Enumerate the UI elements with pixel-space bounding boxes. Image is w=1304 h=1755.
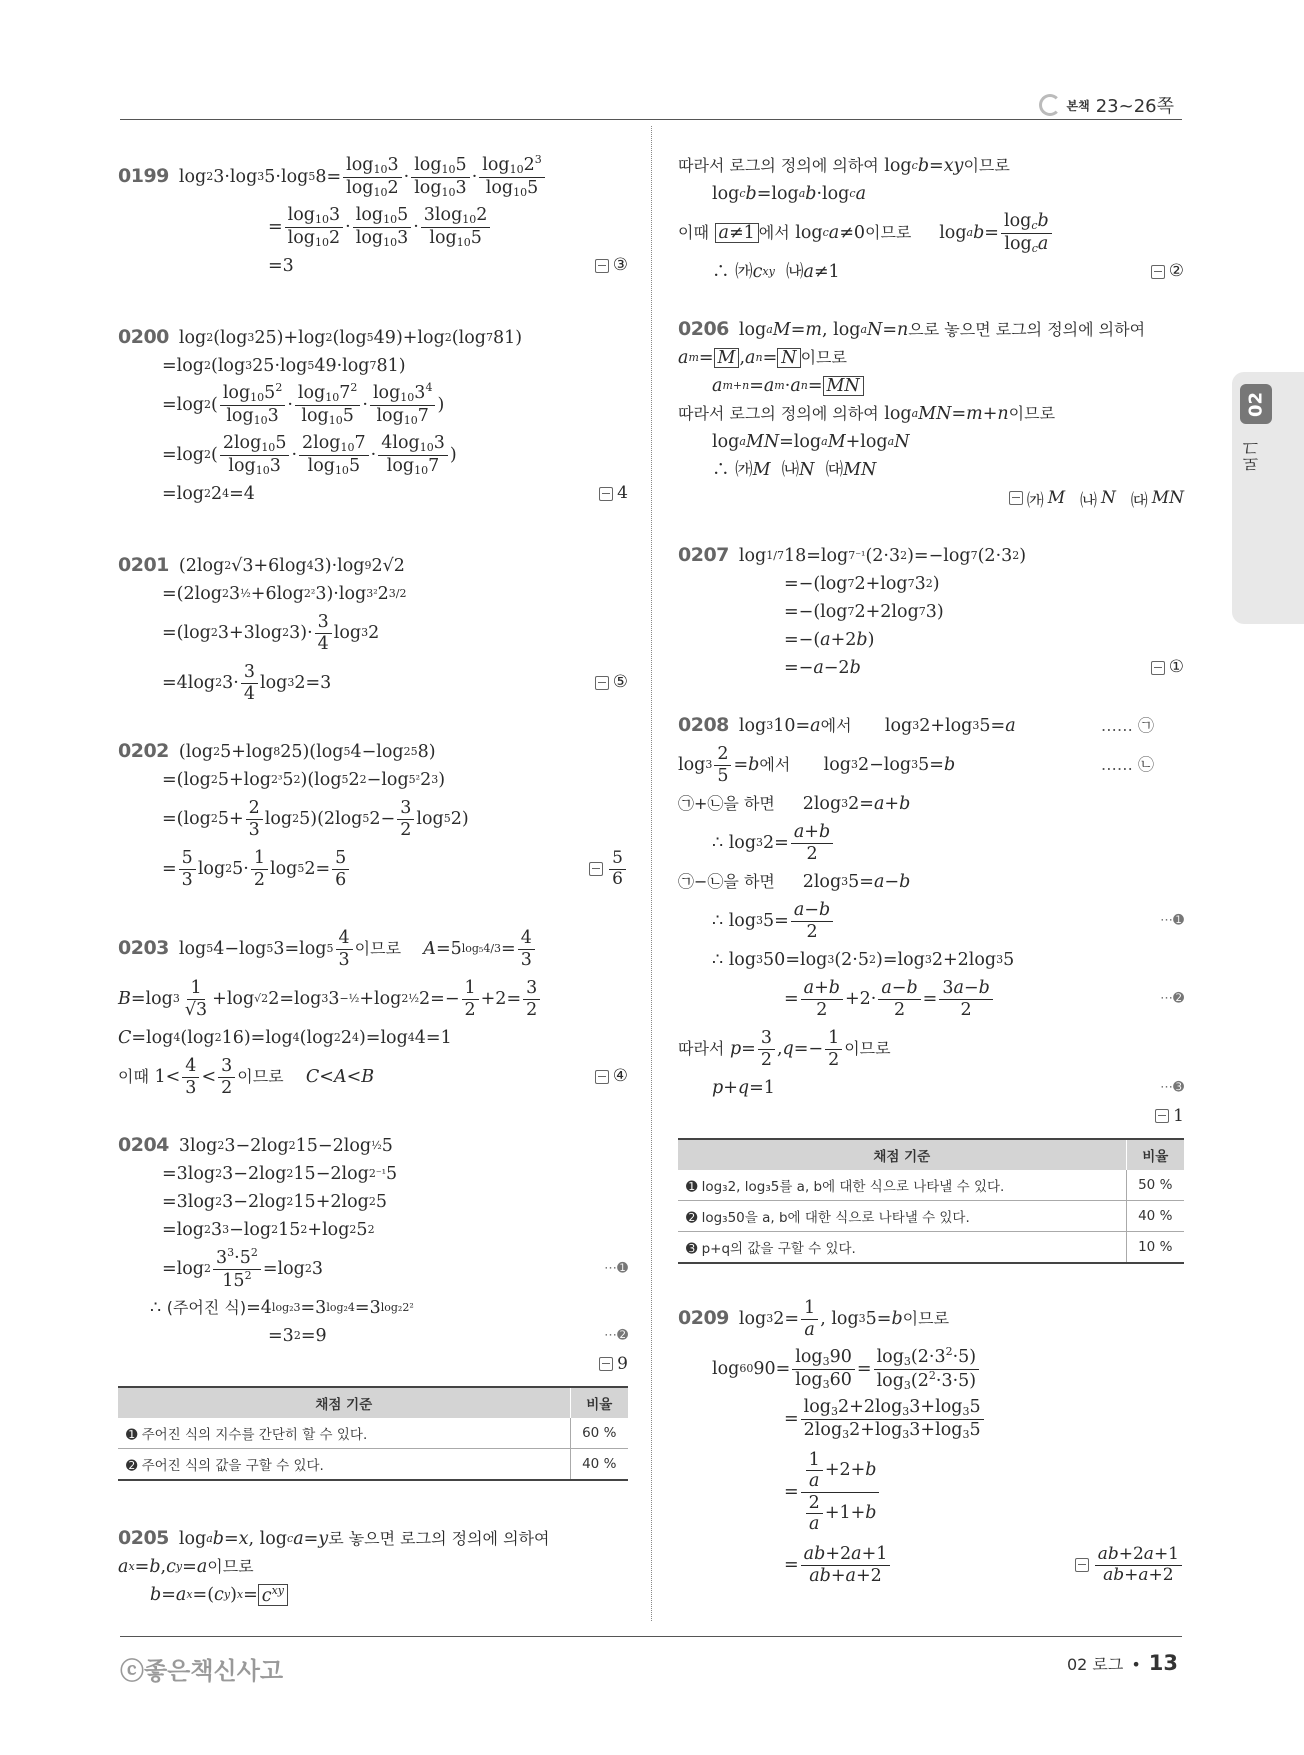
problem-0201: 0201 (2log 2 √3+6log 4 3)·log 9 2√2 =(2log 2 3 ½ +6log 2² 3)·log 3² 2 3/2 =(log 2 3+3log 2 3)· $\frac{3}{4}$ log 3 2 =4log 2 3· $\frac{3}{4}$ log 3 2=3 ⑤ [118, 554, 628, 704]
text-connector: 이므로 [237, 1066, 284, 1086]
table-header: 비율 [1126, 1139, 1184, 1170]
text-connector: ㉠+㉡을 하면 [678, 793, 775, 813]
answer: 4 [617, 483, 628, 504]
text-connector: 이므로 [963, 155, 1010, 175]
text-connector: 이므로 [207, 1556, 254, 1576]
problem-number: 0208 [678, 714, 729, 737]
scoring-table-0204 [118, 1386, 628, 1481]
problem-0204: 0204 3log 2 3−2log 2 15−2log ½ 5 =3log 2 3−2log 2 15−2log 2⁻¹ 5 =3log 2 3−2log 2 15+2log 2 5 =log 2 3 3 −log 2 15 2 +log 2 5 2 =log 2 $\frac{3^3\cdot 5^2}{15^2}$ =log 2 3 ⋯➊ ∴ (주어진 식) =4 log₂3 =3 log₂4 =3 log₂2² =3 2 =9 ⋯➋ 9 채점 기준 비율 ➊ 주어진 식의 지수를 간단히 할 수 있다. 60 % ➋ 주어진 식의 값을 구할 수 있다. 40 % [118, 1132, 628, 1481]
table-cell: 60 % [570, 1418, 628, 1449]
table-cell: 50 % [1126, 1170, 1184, 1201]
problem-number: 0203 [118, 937, 169, 960]
problem-0203: 0203 log 5 4−log 5 3=log 5 $\frac{4}{3}$ 이므로 A =5 log₅4/3 = $\frac{4}{3}$ B =log 3 $\frac{1}{√3}$ +log √2 2=log 3 3 −½ +log 2½ 2=− $\frac{1}{2}$ +2= $\frac{3}{2}$ C =log 4 (log 2 16)=log 4 (log 2 2 4 )=log 4 4=1 이때 1< $\frac{4}{3}$ < $\frac{3}{2}$ 이므로 C < A < B ④ [118, 928, 628, 1098]
table-cell: ➊ log₃2, log₃5를 a, b에 대한 식으로 나타낼 수 있다. [678, 1170, 1126, 1201]
problem-0206: 0206 log a M = m , log a N = n 으로 놓으면 로그의 정의에 의하여 a m = M , a n = N 이므로 a m+n = a m · a n = MN 따라서 로그의 정의에 의하여 log a MN = m + n 이므로 log a MN =log a M +log a N ∴ ㈎ M ㈏ N ㈐ MN ㈎ M ㈏ N ㈐ MN [678, 318, 1184, 511]
problem-number: 0200 [118, 326, 169, 349]
text-connector: 따라서 로그의 정의에 의하여 [678, 403, 879, 423]
answer-icon [599, 487, 613, 501]
table-row [678, 1170, 1184, 1201]
text-connector: 이때 [678, 222, 709, 242]
text-connector: 이므로 [902, 1308, 950, 1328]
arrow-icon [1039, 94, 1061, 116]
answer-icon [1009, 491, 1023, 505]
text-connector: 으로 놓으면 로그의 정의에 의하여 [908, 319, 1146, 339]
text-connector: 에서 [758, 222, 790, 242]
text-connector: 이므로 [354, 938, 402, 958]
answer: ① [1168, 657, 1184, 678]
answer: 9 [617, 1354, 628, 1374]
step-marker: ⋯➊ [1160, 913, 1184, 929]
text-connector: ㉠−㉡을 하면 [678, 871, 775, 891]
problem-0207: 0207 log 1/7 18=log 7⁻¹ (2·3 2 )=−log 7 (2·3 2 ) =−(log 7 2+log 7 3 2 ) =−(log 7 2+2log 7 3) =−( a +2 b ) =− a −2 b ① [678, 544, 1184, 678]
page-reference [1039, 92, 1174, 118]
table-cell: 40 % [570, 1449, 628, 1481]
problem-0205: 0205 log a b = x , log c a = y 로 놓으면 로그의 정의에 의하여 a x = b , c y = a 이므로 b = a x =( c y ) x = $c^{xy}$ [118, 1527, 550, 1606]
answer-icon [1151, 265, 1165, 279]
text-connector: 이므로 [1008, 403, 1056, 423]
answer: ③ [612, 255, 628, 276]
problem-0208: 0208 log 3 10= a 에서 log 3 2+log 3 5= a …… ㉠ log 3 $\frac{2}{5}$ = b 에서 log 3 2−log 3 5= b …… ㉡ ㉠+㉡을 하면 2log 3 2= a + b ∴ log 3 2= $\frac{a+b}{2}$ ㉠−㉡을 하면 2log 3 5= a − b ∴ log 3 5= $\frac{a-b}{2}$ ⋯➊ ∴ log 3 50=log 3 (2·5 2 )=log 3 2+2log 3 5 = $\frac{a+b}{2}$ +2· $\frac{a-b}{2}$ = $\frac{3a-b}{2}$ ⋯➋ 따라서 p = $\frac{3}{2}$ , q =− $\frac{1}{2}$ 이므로 p + q =1 ⋯➌ 1 채점 기준 비율 ➊ log₃2, log₃5를 a, b에 대한 식으로 나타낼 수 있다. 50 % ➋ log₃50을 a, b에 대한 식으로 나타낼 수 있다. 40 % ➌ p+q의 값을 구할 수 있다. 10 % [678, 712, 1184, 1264]
step-marker: ⋯➋ [604, 1328, 628, 1344]
answer-icon [595, 1070, 609, 1084]
answer-icon [589, 862, 603, 876]
answer: ⑤ [612, 672, 628, 693]
text-connector: (주어진 식) [166, 1297, 247, 1317]
table-cell: ➋ 주어진 식의 값을 구할 수 있다. [118, 1449, 570, 1481]
table-row [678, 1201, 1184, 1232]
equation-mark: …… ㉡ [1100, 754, 1154, 774]
problem-number: 0209 [678, 1307, 729, 1330]
problem-number: 0205 [118, 1527, 169, 1550]
publisher-logo: ⓒ좋은책신사고 [120, 1657, 284, 1685]
problem-0202: 0202 (log 2 5+log 8 25)(log 5 4−log 25 8) =(log 2 5+log 2³ 5 2 )(log 5 2 2 −log 5² 2 3 ) =(log 2 5+ $\frac{2}{3}$ log 2 5)(2log 5 2− $\frac{3}{2}$ log 5 2) = $\frac{5}{3}$ log 2 5· $\frac{1}{2}$ log 5 2= $\frac{5}{6}$ $\frac{5}{6}$ [118, 738, 628, 894]
problem-0199: 0199 log 2 3·log 3 5·log 5 8= $\frac{\log_{10}3}{\log_{10}2}$ · $\frac{\log_{10}5}{\log_{10}3}$ · $\frac{\log_{10}2^3}{\log_{10}5}$ = $\frac{\log_{10}3}{\log_{10}2}$ · $\frac{\log_{10}5}{\log_{10}3}$ · $\frac{3\log_{10}2}{\log_{10}5}$ =3 ③ [118, 153, 628, 276]
table-header: 채점 기준 [678, 1139, 1126, 1170]
answer: ② [1168, 261, 1184, 282]
text-connector: 에서 [759, 754, 791, 774]
right-column [678, 152, 1184, 1590]
answer-icon [1155, 1109, 1169, 1123]
table-row [678, 1232, 1184, 1264]
answer-icon [1151, 661, 1165, 675]
problem-0205-cont: 따라서 로그의 정의에 의하여 log c b = xy 이므로 log c b =log a b ·log c a 이때 a≠1 에서 log c a ≠0 이므로 log a b = $\frac{\log_cb}{\log_ca}$ ∴ ㈎ c xy ㈏ a ≠1 ② [678, 155, 1184, 282]
table-header: 비율 [570, 1387, 628, 1418]
text-connector: 이므로 [865, 222, 912, 242]
chapter-tab-title: 로그 [1242, 440, 1261, 472]
page-header [120, 88, 1182, 120]
table-cell: 40 % [1126, 1201, 1184, 1232]
scoring-table-0208 [678, 1138, 1184, 1264]
column-divider [651, 126, 652, 1621]
table-row [118, 1449, 628, 1481]
problem-number: 0207 [678, 544, 729, 567]
problem-0200: 0200 log 2 (log 3 25)+log 2 (log 5 49)+log 2 (log 7 81) =log 2 (log 3 25·log 5 49·log 7 81) =log 2 ( $\frac{\log_{10}5^2}{\log_{10}3}$ · $\frac{\log_{10}7^2}{\log_{10}5}$ · $\frac{\log_{10}3^4}{\log_{10}7}$ ) =log 2 ( $\frac{2\log_{10}5}{\log_{10}3}$ · $\frac{2\log_{10}7}{\log_{10}5}$ · $\frac{4\log_{10}3}{\log_{10}7}$ ) =log 2 2 4 =4 4 [118, 326, 628, 504]
answer-icon [595, 259, 609, 273]
book-label: 본책 [1066, 98, 1090, 113]
problem-number: 0206 [678, 318, 729, 341]
text-connector: 이때 [118, 1066, 149, 1086]
answer-icon [595, 676, 609, 690]
bullet: • [1131, 1655, 1141, 1674]
table-header: 채점 기준 [118, 1387, 570, 1418]
step-marker: ⋯➊ [604, 1261, 628, 1277]
text-connector: 에서 [820, 715, 852, 735]
page-footer [120, 1636, 1182, 1686]
problem-number: 0201 [118, 554, 169, 577]
table-cell: ➌ p+q의 값을 구할 수 있다. [678, 1232, 1126, 1264]
page-number: 13 [1148, 1651, 1178, 1675]
text-connector: 따라서 [678, 1038, 725, 1058]
equation-mark: …… ㉠ [1100, 715, 1154, 735]
answer: 1 [1173, 1106, 1184, 1126]
text-connector: 이므로 [844, 1038, 891, 1058]
problem-number: 0202 [118, 740, 169, 763]
step-marker: ⋯➌ [1160, 1080, 1184, 1096]
table-row [118, 1418, 628, 1449]
problem-number: 0204 [118, 1134, 169, 1157]
text-connector: 이므로 [800, 347, 847, 367]
table-cell: 10 % [1126, 1232, 1184, 1264]
left-column [118, 152, 628, 1609]
step-marker: ⋯➋ [1160, 991, 1184, 1007]
text-connector: 따라서 로그의 정의에 의하여 [678, 155, 879, 175]
page-range: 23~26쪽 [1095, 96, 1174, 117]
answer: ④ [612, 1066, 628, 1087]
table-cell: ➋ log₃50을 a, b에 대한 식으로 나타낼 수 있다. [678, 1201, 1126, 1232]
page-info [1067, 1651, 1178, 1675]
problem-number: 0199 [118, 165, 169, 188]
answer-icon [599, 1357, 613, 1371]
text-connector: 로 놓으면 로그의 정의에 의하여 [328, 1528, 550, 1548]
answer-icon [1075, 1558, 1089, 1572]
table-cell: ➊ 주어진 식의 지수를 간단히 할 수 있다. [118, 1418, 570, 1449]
problem-0209: 0209 log 3 2= $\frac{1}{a}$ , log 3 5= b 이므로 log 60 90= $\frac{\log_390}{\log_360}$ = $\frac{\log_3(2\cdot 3^2\cdot 5)}{\log_3(2^2\cdot 3\cdot 5)}$ = $\frac{\log_32+2\log_33+\log_35}{2\log_32+\log_33+\log_35}$ = $\frac{1}{a}$ +2+b $\frac{2}{a}$ +1+b = $\frac{ab+2a+1}{ab+a+2}$ $\frac{ab+2a+1}{ab+a+2}$ [678, 1294, 1184, 1590]
chapter-label: 02 로그 [1066, 1655, 1124, 1674]
chapter-tab-number: 02 [1240, 384, 1272, 424]
